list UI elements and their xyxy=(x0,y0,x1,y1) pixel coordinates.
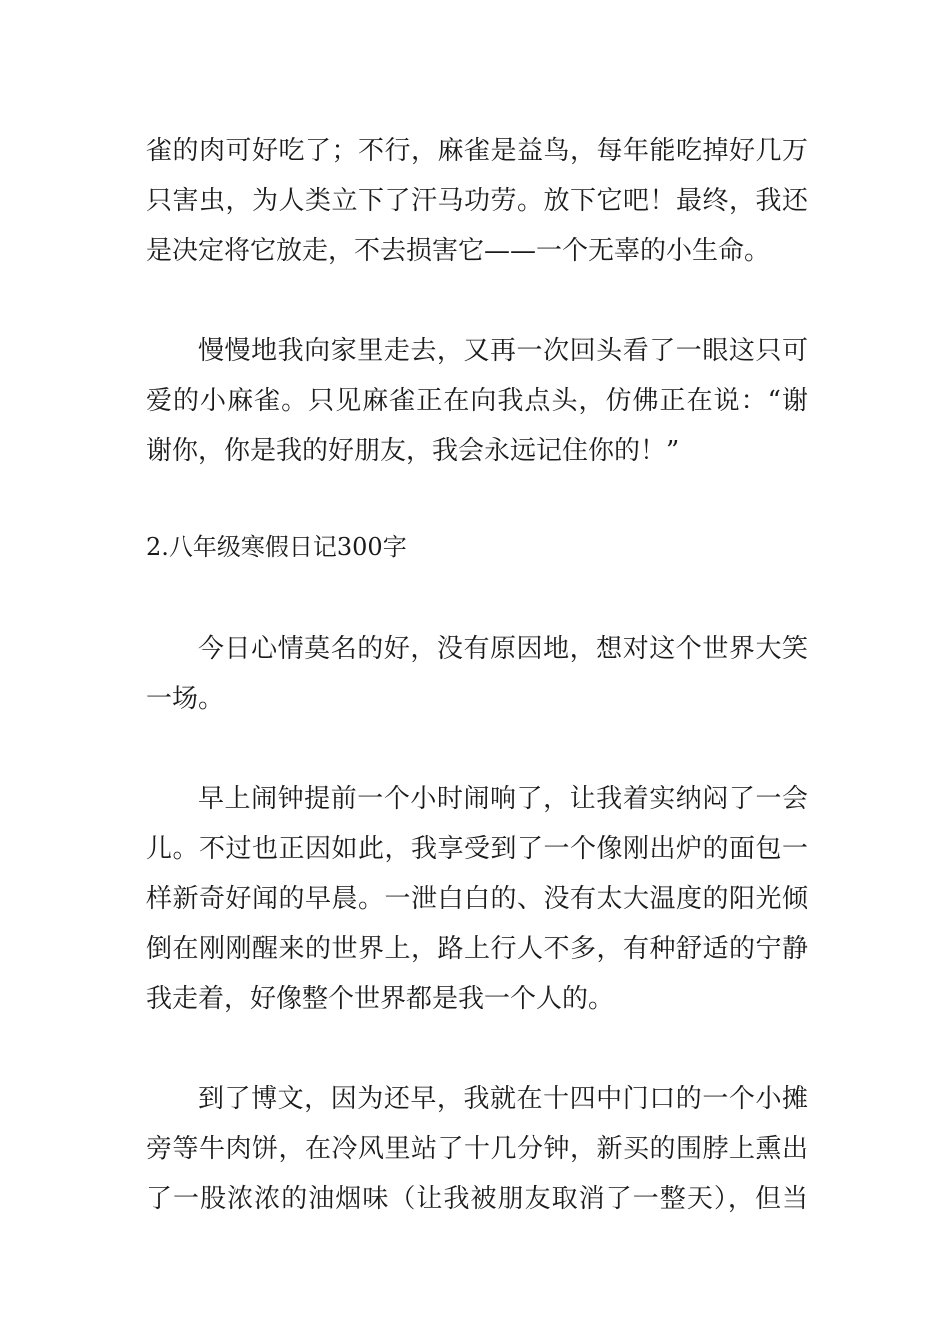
paragraph-2-line-1: 慢慢地我向家里走去，又再一次回头看了一眼这只可 xyxy=(198,336,808,366)
paragraph-4-line-2: 儿。不过也正因如此，我享受到了一个像刚出炉的面包一 xyxy=(146,834,808,864)
paragraph-4-line-3: 样新奇好闻的早晨。一泄白白的、没有太大温度的阳光倾 xyxy=(146,884,808,914)
paragraph-2-line-3: 谢你，你是我的好朋友，我会永远记住你的！” xyxy=(146,436,680,466)
paragraph-4-line-1: 早上闹钟提前一个小时闹响了，让我着实纳闷了一会 xyxy=(198,784,808,814)
paragraph-3-line-2: 一场。 xyxy=(146,684,225,714)
paragraph-3-line-1: 今日心情莫名的好，没有原因地，想对这个世界大笑 xyxy=(198,634,808,664)
paragraph-4-line-4: 倒在刚刚醒来的世界上，路上行人不多，有种舒适的宁静 xyxy=(146,934,808,964)
paragraph-5-line-2: 旁等牛肉饼，在冷风里站了十几分钟，新买的围脖上熏出 xyxy=(146,1134,808,1164)
paragraph-5-line-3: 了一股浓浓的油烟味（让我被朋友取消了一整天），但当 xyxy=(146,1184,808,1214)
paragraph-1-line-3: 是决定将它放走，不去损害它——一个无辜的小生命。 xyxy=(146,236,771,266)
paragraph-5-line-1: 到了博文，因为还早，我就在十四中门口的一个小摊 xyxy=(198,1084,808,1114)
paragraph-2-line-2: 爱的小麻雀。只见麻雀正在向我点头，仿佛正在说：“谢 xyxy=(146,386,808,416)
paragraph-4-line-5: 我走着，好像整个世界都是我一个人的。 xyxy=(146,984,615,1014)
section-heading: 2.八年级寒假日记300字 xyxy=(146,533,407,561)
paragraph-1-line-1: 雀的肉可好吃了；不行，麻雀是益鸟，每年能吃掉好几万 xyxy=(146,136,808,166)
paragraph-1-line-2: 只害虫，为人类立下了汗马功劳。放下它吧！最终，我还 xyxy=(146,186,808,216)
